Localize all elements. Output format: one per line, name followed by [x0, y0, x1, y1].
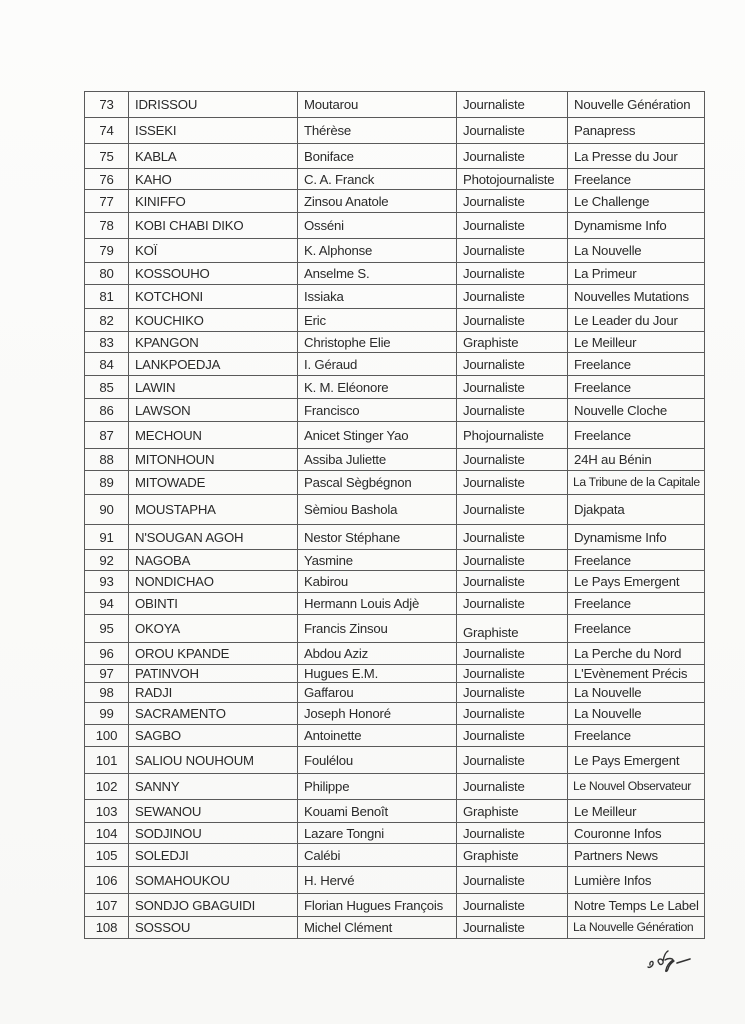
last-name-cell: KAHO [129, 169, 298, 190]
table-row [85, 550, 705, 571]
first-name-cell: Hermann Louis Adjè [298, 593, 457, 615]
first-name-cell: Yasmine [298, 550, 457, 571]
organization-cell: La Nouvelle Génération [568, 917, 705, 939]
row-number: 104 [85, 823, 129, 844]
table-row [85, 665, 705, 683]
first-name-cell: Hugues E.M. [298, 665, 457, 683]
first-name-cell: Issiaka [298, 285, 457, 309]
organization-cell: Dynamisme Info [568, 213, 705, 239]
table-row [85, 917, 705, 939]
row-number: 75 [85, 144, 129, 169]
organization-cell: Notre Temps Le Label [568, 894, 705, 917]
table-row [85, 643, 705, 665]
role-cell: Journaliste [457, 399, 568, 422]
first-name-cell: Nestor Stéphane [298, 525, 457, 550]
organization-cell: Le Leader du Jour [568, 309, 705, 332]
first-name-cell: Zinsou Anatole [298, 190, 457, 213]
role-cell: Journaliste [457, 309, 568, 332]
row-number: 89 [85, 471, 129, 495]
row-number: 96 [85, 643, 129, 665]
row-number: 88 [85, 449, 129, 471]
last-name-cell: NAGOBA [129, 550, 298, 571]
last-name-cell: KOSSOUHO [129, 263, 298, 285]
organization-cell: La Nouvelle [568, 683, 705, 703]
last-name-cell: MITONHOUN [129, 449, 298, 471]
organization-cell: La Nouvelle [568, 239, 705, 263]
role-cell: Journaliste [457, 550, 568, 571]
row-number: 103 [85, 800, 129, 823]
role-cell: Journaliste [457, 190, 568, 213]
last-name-cell: SOSSOU [129, 917, 298, 939]
table-row [85, 239, 705, 263]
row-number: 98 [85, 683, 129, 703]
roster-body [85, 92, 705, 939]
table-row [85, 376, 705, 399]
row-number: 101 [85, 747, 129, 774]
first-name-cell: K. Alphonse [298, 239, 457, 263]
last-name-cell: OBINTI [129, 593, 298, 615]
table-row [85, 703, 705, 725]
organization-cell: Freelance [568, 615, 705, 643]
table-row [85, 190, 705, 213]
organization-cell: Le Meilleur [568, 800, 705, 823]
last-name-cell: SACRAMENTO [129, 703, 298, 725]
last-name-cell: SOLEDJI [129, 844, 298, 867]
organization-cell: Lumière Infos [568, 867, 705, 894]
last-name-cell: MOUSTAPHA [129, 495, 298, 525]
organization-cell: La Perche du Nord [568, 643, 705, 665]
first-name-cell: Christophe Elie [298, 332, 457, 353]
organization-cell: Freelance [568, 550, 705, 571]
organization-cell: Le Challenge [568, 190, 705, 213]
role-cell: Journaliste [457, 92, 568, 118]
role-cell: Journaliste [457, 917, 568, 939]
row-number: 100 [85, 725, 129, 747]
row-number: 85 [85, 376, 129, 399]
last-name-cell: N'SOUGAN AGOH [129, 525, 298, 550]
first-name-cell: Michel Clément [298, 917, 457, 939]
organization-cell: Djakpata [568, 495, 705, 525]
first-name-cell: Anselme S. [298, 263, 457, 285]
table-row [85, 844, 705, 867]
last-name-cell: KOTCHONI [129, 285, 298, 309]
first-name-cell: Gaffarou [298, 683, 457, 703]
table-row [85, 92, 705, 118]
first-name-cell: H. Hervé [298, 867, 457, 894]
first-name-cell: Francisco [298, 399, 457, 422]
last-name-cell: SEWANOU [129, 800, 298, 823]
organization-cell: Couronne Infos [568, 823, 705, 844]
row-number: 97 [85, 665, 129, 683]
last-name-cell: KINIFFO [129, 190, 298, 213]
row-number: 95 [85, 615, 129, 643]
first-name-cell: Kabirou [298, 571, 457, 593]
organization-cell: La Presse du Jour [568, 144, 705, 169]
row-number: 79 [85, 239, 129, 263]
role-cell: Journaliste [457, 894, 568, 917]
role-cell: Journaliste [457, 823, 568, 844]
last-name-cell: KABLA [129, 144, 298, 169]
organization-cell: La Primeur [568, 263, 705, 285]
role-cell: Journaliste [457, 239, 568, 263]
role-cell: Journaliste [457, 471, 568, 495]
journalist-roster-table [84, 91, 705, 939]
last-name-cell: KOÏ [129, 239, 298, 263]
role-cell: Journaliste [457, 725, 568, 747]
first-name-cell: Assiba Juliette [298, 449, 457, 471]
table-row [85, 332, 705, 353]
role-cell: Journaliste [457, 118, 568, 144]
last-name-cell: SONDJO GBAGUIDI [129, 894, 298, 917]
table-row [85, 213, 705, 239]
role-cell: Journaliste [457, 571, 568, 593]
role-cell: Journaliste [457, 376, 568, 399]
table-row [85, 525, 705, 550]
first-name-cell: Florian Hugues François [298, 894, 457, 917]
role-cell: Journaliste [457, 353, 568, 376]
first-name-cell: Antoinette [298, 725, 457, 747]
row-number: 92 [85, 550, 129, 571]
table-row [85, 800, 705, 823]
row-number: 81 [85, 285, 129, 309]
table-row [85, 471, 705, 495]
first-name-cell: Osséni [298, 213, 457, 239]
last-name-cell: SODJINOU [129, 823, 298, 844]
last-name-cell: LAWSON [129, 399, 298, 422]
role-cell: Journaliste [457, 867, 568, 894]
organization-cell: Le Meilleur [568, 332, 705, 353]
first-name-cell: Abdou Aziz [298, 643, 457, 665]
table-row [85, 169, 705, 190]
table-row [85, 571, 705, 593]
last-name-cell: SANNY [129, 774, 298, 800]
table-row [85, 309, 705, 332]
table-row [85, 449, 705, 471]
first-name-cell: Kouami Benoît [298, 800, 457, 823]
organization-cell: Dynamisme Info [568, 525, 705, 550]
row-number: 107 [85, 894, 129, 917]
table-row [85, 823, 705, 844]
first-name-cell: Philippe [298, 774, 457, 800]
row-number: 91 [85, 525, 129, 550]
role-cell: Journaliste [457, 144, 568, 169]
first-name-cell: C. A. Franck [298, 169, 457, 190]
organization-cell: L'Evènement Précis [568, 665, 705, 683]
first-name-cell: Anicet Stinger Yao [298, 422, 457, 449]
organization-cell: La Tribune de la Capitale [568, 471, 705, 495]
row-number: 108 [85, 917, 129, 939]
role-cell: Graphiste [457, 800, 568, 823]
last-name-cell: KPANGON [129, 332, 298, 353]
last-name-cell: KOUCHIKO [129, 309, 298, 332]
first-name-cell: Pascal Sègbégnon [298, 471, 457, 495]
table-row [85, 867, 705, 894]
role-cell: Graphiste [457, 615, 568, 643]
last-name-cell: RADJI [129, 683, 298, 703]
last-name-cell: KOBI CHABI DIKO [129, 213, 298, 239]
organization-cell: Partners News [568, 844, 705, 867]
table-row [85, 615, 705, 643]
table-row [85, 285, 705, 309]
organization-cell: Freelance [568, 169, 705, 190]
row-number: 102 [85, 774, 129, 800]
last-name-cell: SOMAHOUKOU [129, 867, 298, 894]
table-row [85, 593, 705, 615]
row-number: 94 [85, 593, 129, 615]
organization-cell: Le Pays Emergent [568, 571, 705, 593]
role-cell: Journaliste [457, 449, 568, 471]
role-cell: Photojournaliste [457, 169, 568, 190]
row-number: 77 [85, 190, 129, 213]
role-cell: Journaliste [457, 747, 568, 774]
last-name-cell: IDRISSOU [129, 92, 298, 118]
table-row [85, 144, 705, 169]
organization-cell: Freelance [568, 376, 705, 399]
role-cell: Journaliste [457, 683, 568, 703]
organization-cell: Freelance [568, 725, 705, 747]
role-cell: Journaliste [457, 703, 568, 725]
row-number: 86 [85, 399, 129, 422]
last-name-cell: OROU KPANDE [129, 643, 298, 665]
row-number: 73 [85, 92, 129, 118]
table-row [85, 747, 705, 774]
first-name-cell: Calébi [298, 844, 457, 867]
table-row [85, 422, 705, 449]
last-name-cell: SAGBO [129, 725, 298, 747]
first-name-cell: Lazare Tongni [298, 823, 457, 844]
role-cell: Graphiste [457, 844, 568, 867]
row-number: 84 [85, 353, 129, 376]
first-name-cell: Francis Zinsou [298, 615, 457, 643]
organization-cell: Freelance [568, 422, 705, 449]
first-name-cell: I. Géraud [298, 353, 457, 376]
first-name-cell: Thérèse [298, 118, 457, 144]
table-row [85, 683, 705, 703]
row-number: 80 [85, 263, 129, 285]
role-cell: Graphiste [457, 332, 568, 353]
row-number: 83 [85, 332, 129, 353]
row-number: 74 [85, 118, 129, 144]
table-row [85, 399, 705, 422]
row-number: 93 [85, 571, 129, 593]
first-name-cell: Foulélou [298, 747, 457, 774]
organization-cell: La Nouvelle [568, 703, 705, 725]
last-name-cell: OKOYA [129, 615, 298, 643]
last-name-cell: LANKPOEDJA [129, 353, 298, 376]
role-cell: Journaliste [457, 774, 568, 800]
last-name-cell: ISSEKI [129, 118, 298, 144]
row-number: 87 [85, 422, 129, 449]
last-name-cell: LAWIN [129, 376, 298, 399]
row-number: 106 [85, 867, 129, 894]
table-row [85, 118, 705, 144]
organization-cell: Freelance [568, 353, 705, 376]
organization-cell: 24H au Bénin [568, 449, 705, 471]
row-number: 76 [85, 169, 129, 190]
role-cell: Journaliste [457, 285, 568, 309]
table-row [85, 263, 705, 285]
organization-cell: Nouvelles Mutations [568, 285, 705, 309]
organization-cell: Freelance [568, 593, 705, 615]
last-name-cell: MECHOUN [129, 422, 298, 449]
table-row [85, 725, 705, 747]
first-name-cell: K. M. Eléonore [298, 376, 457, 399]
row-number: 105 [85, 844, 129, 867]
table-row [85, 353, 705, 376]
last-name-cell: PATINVOH [129, 665, 298, 683]
last-name-cell: SALIOU NOUHOUM [129, 747, 298, 774]
organization-cell: Panapress [568, 118, 705, 144]
organization-cell: Le Pays Emergent [568, 747, 705, 774]
row-number: 90 [85, 495, 129, 525]
signature-initials [646, 948, 696, 974]
organization-cell: Le Nouvel Observateur [568, 774, 705, 800]
role-cell: Phojournaliste [457, 422, 568, 449]
row-number: 99 [85, 703, 129, 725]
last-name-cell: MITOWADE [129, 471, 298, 495]
row-number: 82 [85, 309, 129, 332]
table-row [85, 774, 705, 800]
first-name-cell: Boniface [298, 144, 457, 169]
first-name-cell: Joseph Honoré [298, 703, 457, 725]
table-row [85, 894, 705, 917]
first-name-cell: Sèmiou Bashola [298, 495, 457, 525]
organization-cell: Nouvelle Cloche [568, 399, 705, 422]
first-name-cell: Moutarou [298, 92, 457, 118]
organization-cell: Nouvelle Génération [568, 92, 705, 118]
role-cell: Journaliste [457, 525, 568, 550]
role-cell: Journaliste [457, 495, 568, 525]
role-cell: Journaliste [457, 665, 568, 683]
last-name-cell: NONDICHAO [129, 571, 298, 593]
table-row [85, 495, 705, 525]
role-cell: Journaliste [457, 593, 568, 615]
role-cell: Journaliste [457, 263, 568, 285]
role-cell: Journaliste [457, 213, 568, 239]
role-cell: Journaliste [457, 643, 568, 665]
row-number: 78 [85, 213, 129, 239]
first-name-cell: Eric [298, 309, 457, 332]
